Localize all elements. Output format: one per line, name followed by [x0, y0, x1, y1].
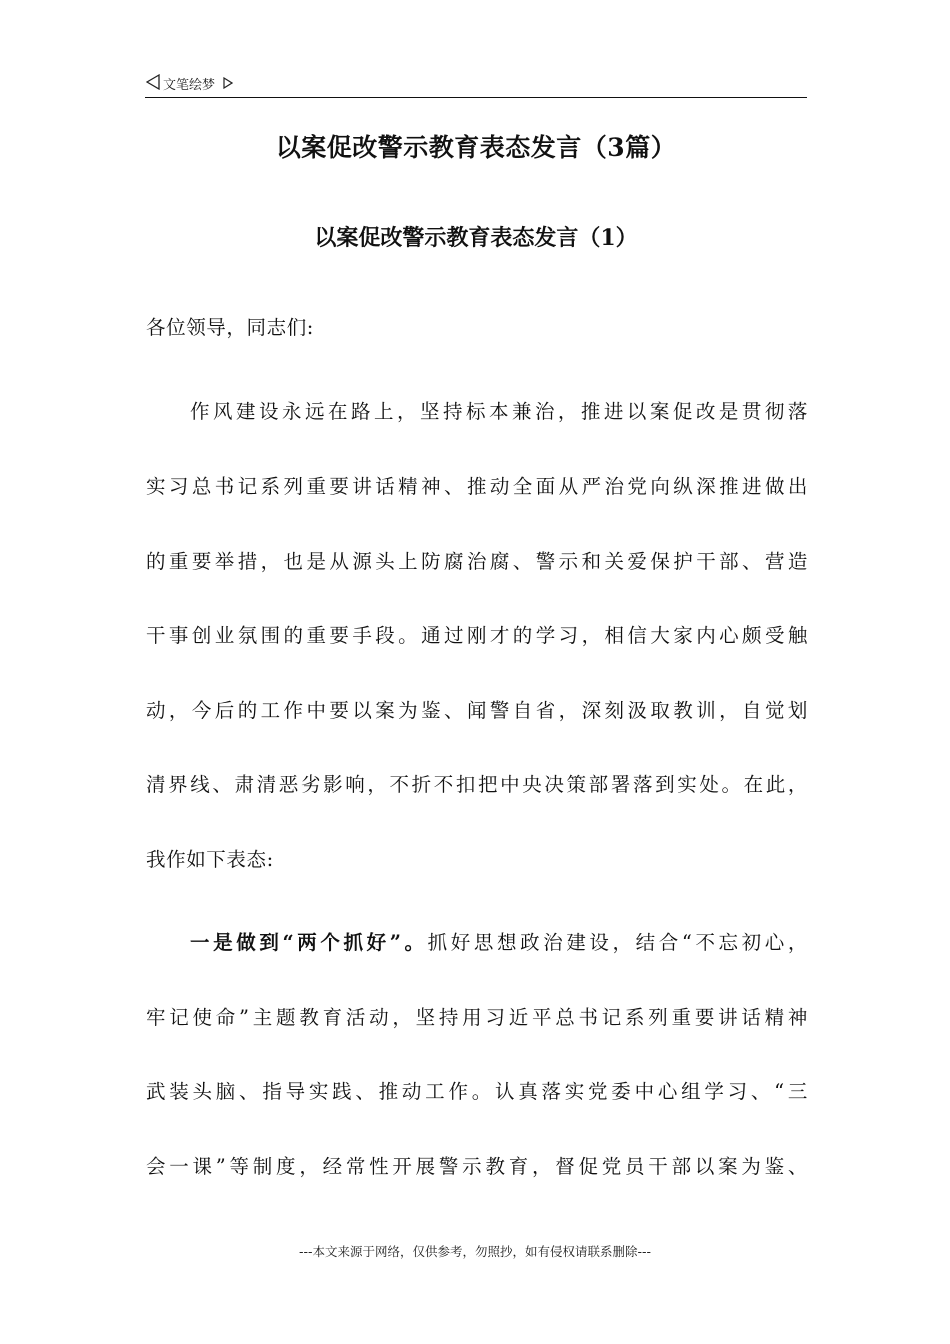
document-title: 以案促改警示教育表态发言（3篇）: [275, 133, 677, 162]
paragraph-line: 武装头脑、指导实践、推动工作。认真落实党委中心组学习、“三: [146, 1080, 808, 1103]
paragraph-line: 干事创业氛围的重要手段。通过刚才的学习，相信大家内心颇受触: [146, 624, 808, 647]
triangle-right-icon: [223, 76, 233, 96]
paragraph-line: 实习总书记系列重要讲话精神、推动全面从严治党向纵深推进做出: [146, 475, 808, 498]
paragraph-lead: 一是做到“两个抓好”。: [190, 931, 428, 954]
section-title: 以案促改警示教育表态发言（1）: [314, 225, 638, 251]
paragraph-line: [190, 928, 808, 958]
paragraph-text: 抓好思想政治建设，结合“不忘初心，: [427, 931, 808, 954]
paragraph-line: 动，今后的工作中要以案为鉴、闻警自省，深刻汲取教训，自觉划: [146, 699, 808, 722]
paragraph-line: 清界线、肃清恶劣影响，不折不扣把中央决策部署落到实处。在此，: [146, 773, 808, 796]
header-brand: 文笔绘梦: [163, 78, 216, 93]
header-divider: [145, 97, 807, 98]
paragraph-line: 会一课”等制度，经常性开展警示教育，督促党员干部以案为鉴、: [146, 1155, 808, 1178]
paragraph-line: 牢记使命”主题教育活动，坚持用习近平总书记系列重要讲话精神: [146, 1006, 808, 1029]
footer-notice: ---本文来源于网络，仅供参考，勿照抄，如有侵权请联系删除---: [298, 1244, 652, 1259]
paragraph-line: 的重要举措，也是从源头上防腐治腐、警示和关爱保护干部、营造: [146, 550, 808, 573]
paragraph-line: 作风建设永远在路上，坚持标本兼治，推进以案促改是贯彻落: [190, 400, 808, 423]
triangle-left-icon: [146, 74, 160, 97]
page-header: [146, 74, 233, 94]
paragraph-line: 我作如下表态:: [146, 848, 274, 871]
greeting: 各位领导，同志们:: [146, 316, 314, 339]
